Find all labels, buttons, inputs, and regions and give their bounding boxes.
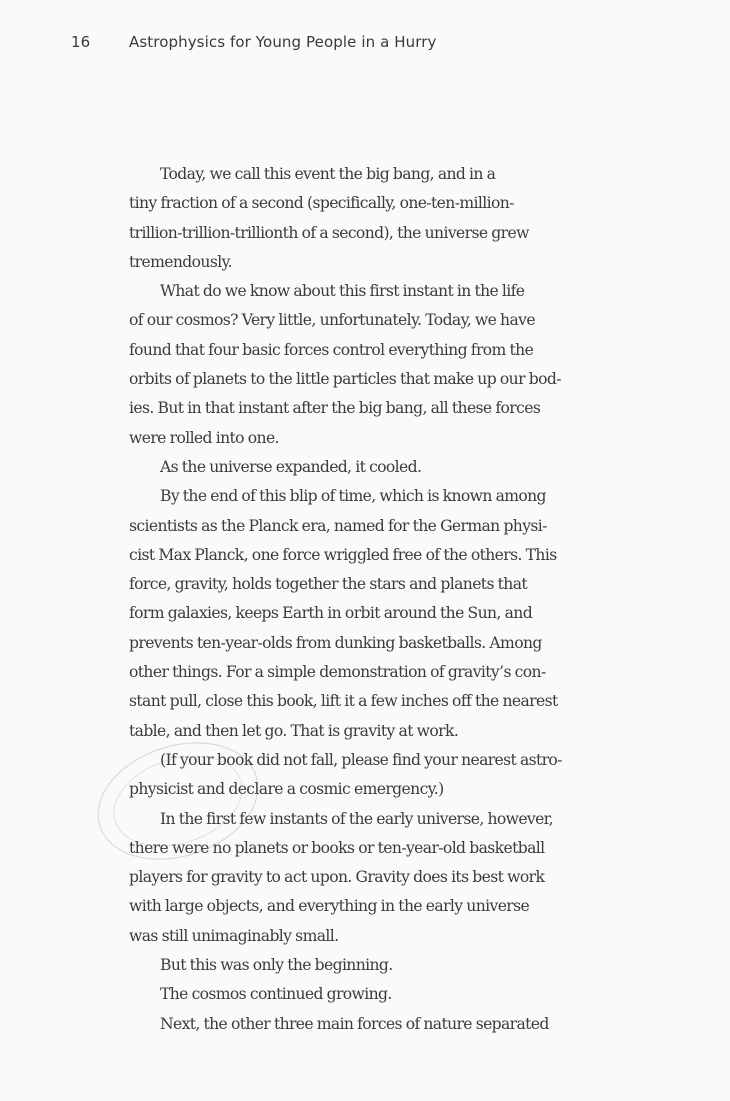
running-head xyxy=(71,33,436,51)
text-line: In the first few instants of the early universe, however, xyxy=(160,809,554,828)
text-line: As the universe expanded, it cooled. xyxy=(160,457,422,476)
text-line: table, and then let go. That is gravity at work. xyxy=(129,721,459,740)
text-line: By the end of this blip of time, which is known among xyxy=(160,487,546,506)
text-line: Next, the other three main forces of nature separated xyxy=(160,1014,549,1033)
text-line: there were no planets or books or ten-year-old basketball xyxy=(129,838,545,857)
text-line: was still unimaginably small. xyxy=(129,926,339,945)
text-line: form galaxies, keeps Earth in orbit around the Sun, and xyxy=(129,604,533,623)
text-line: found that four basic forces control everything from the xyxy=(129,340,534,359)
text-line: tremendously. xyxy=(129,252,233,271)
text-line: physicist and declare a cosmic emergency.) xyxy=(129,780,444,799)
text-line: orbits of planets to the little particles that make up our bod- xyxy=(129,370,561,389)
book-title: Astrophysics for Young People in a Hurry xyxy=(129,33,437,51)
text-line: stant pull, close this book, lift it a few inches off the nearest xyxy=(129,692,558,711)
text-line: were rolled into one. xyxy=(129,428,279,447)
text-line: (If your book did not fall, please find your nearest astro- xyxy=(160,750,562,769)
text-line: tiny fraction of a second (specifically, one-ten-million- xyxy=(129,194,514,213)
text-line: cist Max Planck, one force wriggled free of the others. This xyxy=(129,545,557,564)
text-line: trillion-trillion-trillionth of a second), the universe grew xyxy=(129,223,529,242)
text-line: What do we know about this first instant in the life xyxy=(160,282,525,301)
text-line: But this was only the beginning. xyxy=(160,956,393,975)
text-line: The cosmos continued growing. xyxy=(160,985,392,1004)
text-line: other things. For a simple demonstration of gravity’s con- xyxy=(129,663,546,682)
text-line: ies. But in that instant after the big bang, all these forces xyxy=(129,399,541,418)
text-line: prevents ten-year-olds from dunking basketballs. Among xyxy=(129,633,542,652)
text-line: players for gravity to act upon. Gravity does its best work xyxy=(129,868,545,887)
text-line: force, gravity, holds together the stars and planets that xyxy=(129,575,528,594)
page-number: 16 xyxy=(71,33,91,51)
body-text xyxy=(129,160,629,1039)
text-line: of our cosmos? Very little, unfortunately. Today, we have xyxy=(129,311,535,330)
text-line: Today, we call this event the big bang, and in a xyxy=(160,165,496,183)
text-line: scientists as the Planck era, named for the German physi- xyxy=(129,516,547,535)
text-line: with large objects, and everything in the early universe xyxy=(129,897,530,916)
